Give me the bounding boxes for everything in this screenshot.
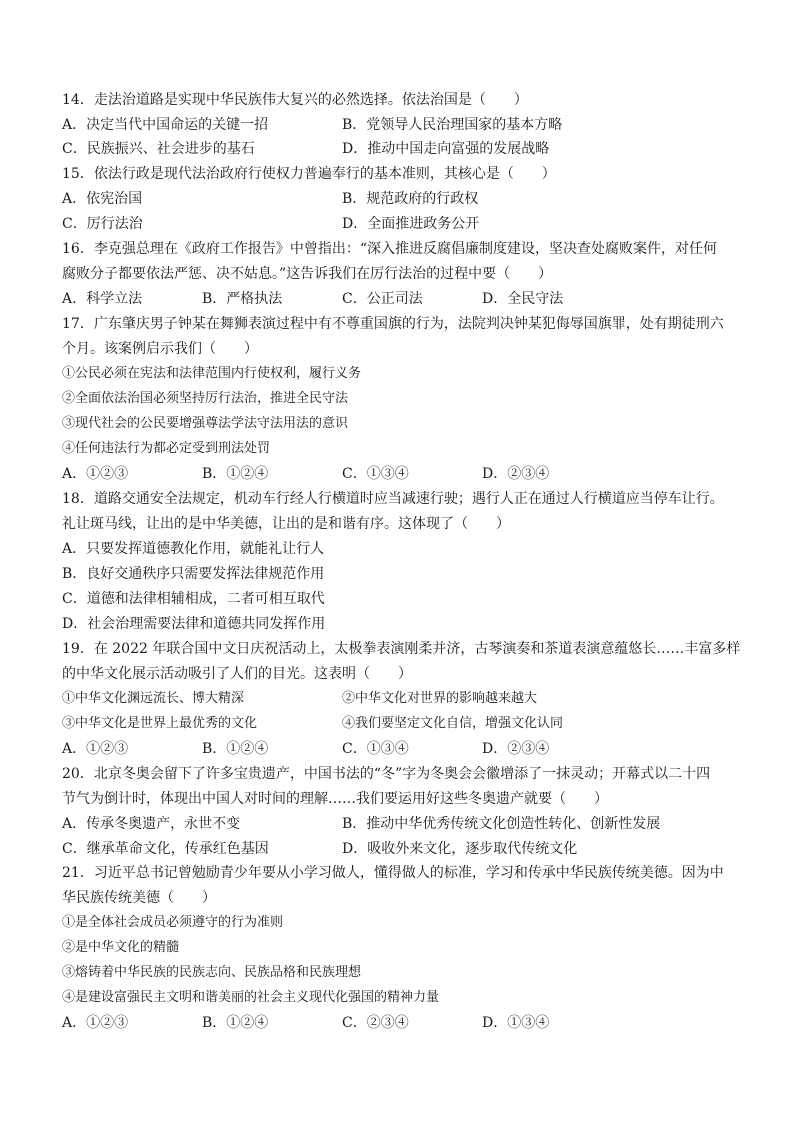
option-c: C．②③④ bbox=[342, 1015, 409, 1031]
statement-item: ①公民必须在宪法和法律范围内行使权利，履行义务 bbox=[62, 366, 362, 381]
question-stem: 19．在 2022 年联合国中文日庆祝活动上，太极拳表演刚柔并济，古琴演奏和茶道表演意蕴悠长……丰富多样 bbox=[62, 641, 741, 657]
option-a: A．①②③ bbox=[62, 741, 129, 757]
statement-item: ④是建设富强民主文明和谐美丽的社会主义现代化强国的精神力量 bbox=[62, 990, 440, 1005]
option-b: B．严格执法 bbox=[202, 291, 283, 307]
option-a: A．依宪治国 bbox=[62, 191, 143, 207]
option-c: C．①③④ bbox=[342, 466, 409, 482]
question-stem: 华民族传统美德（ ） bbox=[62, 890, 216, 906]
option-a: A．科学立法 bbox=[62, 291, 143, 307]
question-stem: 16．李克强总理在《政府工作报告》中曾指出：“深入推进反腐倡廉制度建设，坚决查处腐败案件，对任何 bbox=[62, 241, 717, 257]
option-c: C．①③④ bbox=[342, 741, 409, 757]
question-stem: 15．依法行政是现代法治政府行使权力普遍奉行的基本准则，其核心是（ ） bbox=[62, 166, 556, 182]
statement-item: ③中华文化是世界上最优秀的文化 bbox=[62, 716, 258, 731]
question-stem: 节气为倒计时，体现出中国人对时间的理解……我们要运用好这些冬奥遗产就要（ ） bbox=[62, 791, 608, 807]
question-stem: 的中华文化展示活动吸引了人们的目光。这表明（ ） bbox=[62, 666, 412, 682]
option-d: D．推动中国走向富强的发展战略 bbox=[342, 141, 550, 157]
question-stem: 14．走法治道路是实现中华民族伟大复兴的必然选择。依法治国是（ ） bbox=[62, 92, 528, 108]
question-stem: 个月。该案例启示我们（ ） bbox=[62, 341, 258, 357]
statement-item: ③熔铸着中华民族的民族志向、民族品格和民族理想 bbox=[62, 965, 362, 980]
statement-item: ③现代社会的公民要增强尊法学法守法用法的意识 bbox=[62, 416, 349, 431]
option-c: C．民族振兴、社会进步的基石 bbox=[62, 141, 255, 157]
option-d: D．②③④ bbox=[482, 741, 550, 757]
question-stem: 18．道路交通安全法规定，机动车行经人行横道时应当减速行驶；遇行人正在通过人行横道应当停车让行。 bbox=[62, 491, 724, 507]
option-b: B．规范政府的行政权 bbox=[342, 191, 479, 207]
option-b: B．①②④ bbox=[202, 1015, 269, 1031]
option-d: D．全民守法 bbox=[482, 291, 564, 307]
question-stem: 17．广东肇庆男子钟某在舞狮表演过程中有不尊重国旗的行为，法院判决钟某犯侮辱国旗罪，处有期徒刑六 bbox=[62, 316, 724, 332]
option-c: C．道德和法律相辅相成，二者可相互取代 bbox=[62, 591, 325, 607]
option-a: A．传承冬奥遗产，永世不变 bbox=[62, 816, 241, 832]
option-a: A．只要发挥道德教化作用，就能礼让行人 bbox=[62, 541, 325, 557]
statement-item: ④我们要坚定文化自信，增强文化认同 bbox=[342, 716, 564, 731]
option-d: D．全面推进政务公开 bbox=[342, 216, 480, 232]
statement-item: ②中华文化对世界的影响越来越大 bbox=[342, 691, 538, 706]
option-d: D．吸收外来文化，逐步取代传统文化 bbox=[342, 841, 578, 857]
option-b: B．①②④ bbox=[202, 466, 269, 482]
option-b: B．①②④ bbox=[202, 741, 269, 757]
option-c: C．公正司法 bbox=[342, 291, 423, 307]
option-d: D．②③④ bbox=[482, 466, 550, 482]
question-stem: 腐败分子都要依法严惩、决不姑息。”这告诉我们在厉行法治的过程中要（ ） bbox=[62, 266, 553, 282]
option-b: B．推动中华优秀传统文化创造性转化、创新性发展 bbox=[342, 816, 661, 832]
question-stem: 礼让斑马线，让出的是中华美德，让出的是和谐有序。这体现了（ ） bbox=[62, 516, 510, 532]
option-a: A．①②③ bbox=[62, 466, 129, 482]
option-b: B．良好交通秩序只需要发挥法律规范作用 bbox=[62, 566, 325, 582]
option-d: D．①③④ bbox=[482, 1015, 550, 1031]
option-d: D．社会治理需要法律和道德共同发挥作用 bbox=[62, 616, 326, 632]
question-stem: 20．北京冬奥会留下了许多宝贵遗产，中国书法的“冬”字为冬奥会会徽增添了一抹灵动；开幕式以二十四 bbox=[62, 766, 711, 782]
statement-item: ①是全体社会成员必须遵守的行为准则 bbox=[62, 915, 284, 930]
option-c: C．厉行法治 bbox=[62, 216, 143, 232]
option-b: B．党领导人民治理国家的基本方略 bbox=[342, 117, 563, 133]
statement-item: ④任何违法行为都必定受到刑法处罚 bbox=[62, 441, 271, 456]
statement-item: ②是中华文化的精髓 bbox=[62, 940, 180, 955]
question-stem: 21．习近平总书记曾勉励青少年要从小学习做人，懂得做人的标准，学习和传承中华民族传统美德。因为中 bbox=[62, 865, 724, 881]
option-a: A．①②③ bbox=[62, 1015, 129, 1031]
option-c: C．继承革命文化，传承红色基因 bbox=[62, 841, 269, 857]
option-a: A．决定当代中国命运的关键一招 bbox=[62, 117, 269, 133]
statement-item: ②全面依法治国必须坚持厉行法治，推进全民守法 bbox=[62, 391, 349, 406]
statement-item: ①中华文化渊远流长、博大精深 bbox=[62, 691, 245, 706]
